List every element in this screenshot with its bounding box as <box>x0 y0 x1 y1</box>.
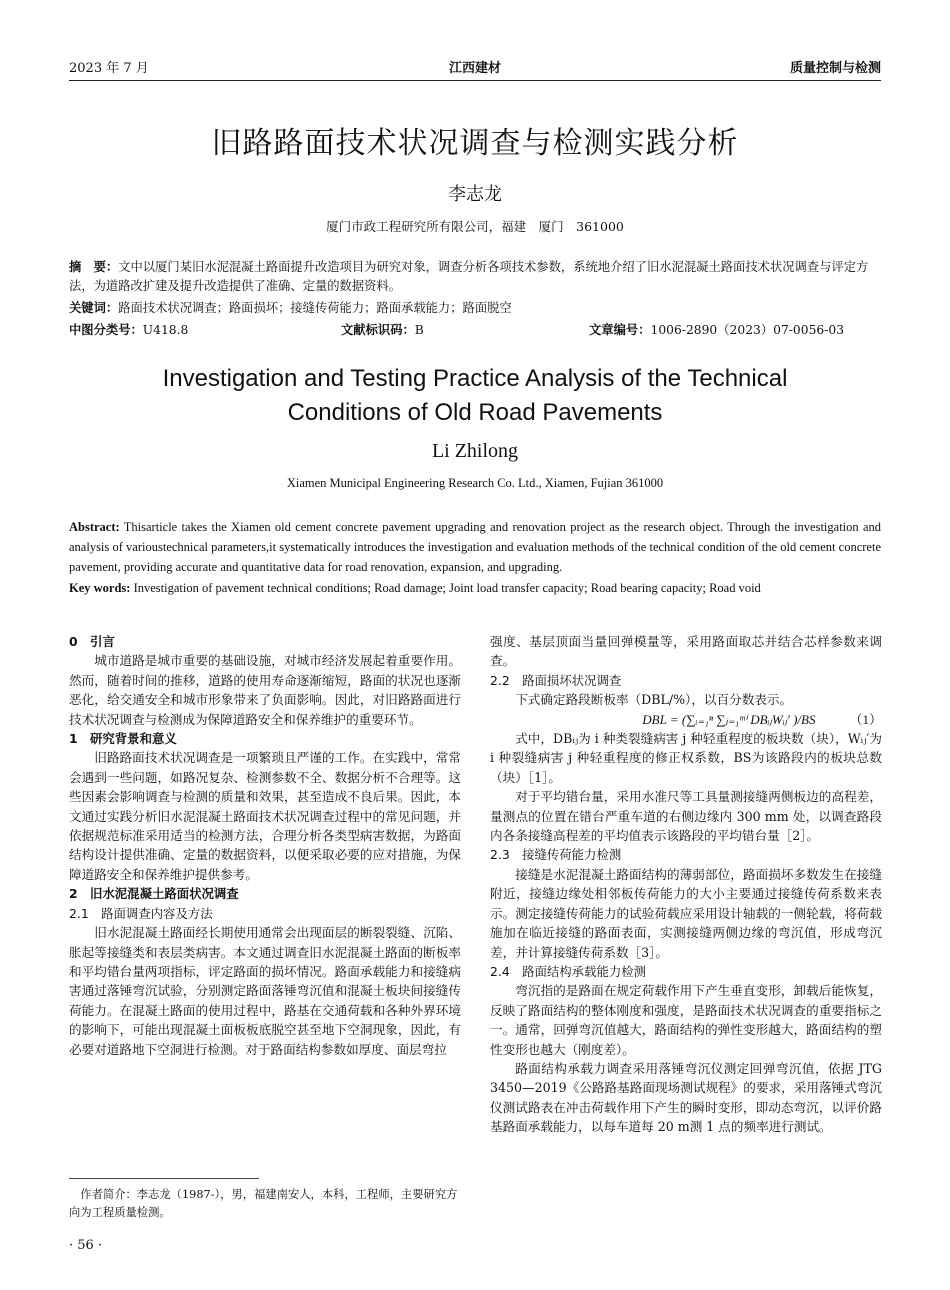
author-english: Li Zhilong <box>431 440 519 462</box>
title-chinese: 旧路路面技术状况调查与检测实践分析 <box>211 126 739 161</box>
paragraph: 旧路路面技术状况调查是一项繁琐且严谨的工作。在实践中，常常会遇到一些问题，如路况复杂、检测参数不全、数据分析不合理等。这些因素会影响调查与检测的质量和效果，甚至造成不良后果。因此，本文通过实践分析旧水泥混凝土路面技术状况调查过程中的常见问题，并依据规范标准采用适当的检测方法，合理分析各类型病害数据，为路面结构设计提供准确、定量的数据资料，以便采取必要的应对措施，为保障道路安全和保养维护提供参考。 <box>69 750 461 882</box>
body-column-left <box>69 632 461 1059</box>
subsection-heading: 2.2 路面损坏状况调查 <box>490 672 622 688</box>
article-number: 文章编号：1006-2890（2023）07-0056-03 <box>589 323 845 337</box>
section-name: 质量控制与检测 <box>789 61 881 76</box>
paragraph: 对于平均错台量，采用水准尺等工具量测接缝两侧板边的高程差，量测点的位置在错台严重车道的右侧边缘内 300 mm 处，以调查路段内各条接缝高程差的平均值表示该路段的平均错台量［2］。 <box>490 789 882 844</box>
affiliation-chinese: 厦门市政工程研究所有限公司，福建 厦门 361000 <box>326 219 624 234</box>
document-code: 文献标识码：B <box>341 323 424 337</box>
author-chinese: 李志龙 <box>448 184 502 205</box>
paragraph: 强度、基层顶面当量回弹模量等，采用路面取芯并结合芯样参数来调查。 <box>490 634 882 669</box>
section-heading: 2 旧水泥混凝土路面状况调查 <box>69 886 239 902</box>
affiliation-english: Xiamen Municipal Engineering Research Co. Ltd., Xiamen, Fujian 361000 <box>286 476 664 490</box>
keywords-english <box>69 578 881 598</box>
classification-row <box>69 320 881 340</box>
equation-1: DBL = (∑ᵢ₌₁ⁿ ∑ⱼ₌₁ᵐⁱ DBᵢⱼWᵢⱼ′ )/BS （1） <box>642 711 882 727</box>
author-footnote: 作者简介：李志龙（1987-），男，福建南安人，本科，工程师，主要研究方向为工程质量检测。 <box>69 1188 458 1219</box>
paragraph: 旧水泥混凝土路面经长期使用通常会出现面层的断裂裂缝、沉陷、胀起等接缝类和表层类病害。本文通过调查旧水泥混凝土路面的断板率和平均错台量两项指标，评定路面的损坏情况。路面承载能力和接缝病害通过落锤弯沉试验，分别测定路面落锤弯沉值和混凝土板块间接缝传荷能力。在混凝土路面的使用过程中，路基在交通荷载和各种外界环境的影响下，可能出现混凝土面板板底脱空甚至地下空洞现象，因此，有必要对道路地下空洞进行检测。对于路面结构参数如厚度、面层弯拉 <box>69 925 461 1057</box>
keywords-text: 路面技术状况调查；路面损坏；接缝传荷能力；路面承载能力；路面脱空 <box>118 301 512 315</box>
abstract-en-label: Abstract: <box>69 520 120 534</box>
journal-name: 江西建材 <box>448 61 501 76</box>
paragraph: 接缝是水泥混凝土路面结构的薄弱部位，路面损坏多数发生在接缝附近，接缝边缘处相邻板传荷能力的大小主要通过接缝传荷系数来表示。测定接缝传荷能力的试验荷载应采用设计轴载的一侧轮载，将荷载施加在临近接缝的路面表面，实测接缝两侧边缘的弯沉值，形成弯沉差，并计算接缝传荷系数［3］。 <box>490 866 882 960</box>
paragraph: 城市道路是城市重要的基础设施，对城市经济发展起着重要作用。然而，随着时间的推移，道路的使用寿命逐渐缩短，路面的状况也逐渐恶化，给交通安全和城市形象带来了负面影响。因此，对旧路路面进行技术状况调查与检测成为保障道路安全和保养维护的重要环节。 <box>69 653 461 727</box>
keywords-label: 关键词： <box>69 301 119 315</box>
paragraph: 下式确定路段断板率（DBL/%），以百分数表示。 <box>515 692 793 708</box>
section-heading: 0 引言 <box>69 634 115 649</box>
abstract-english <box>69 517 881 577</box>
keywords-en-label: Key words: <box>69 581 131 595</box>
keywords-en-text: Investigation of pavement technical conditions; Road damage; Joint load transfer capacity; Road bearing capacity; Road void <box>130 581 761 595</box>
subsection-heading: 2.1 路面调查内容及方法 <box>69 905 213 921</box>
abstract-label: 摘 要： <box>69 260 119 274</box>
clc-number: 中图分类号：U418.8 <box>69 323 189 337</box>
footnote-rule <box>69 1178 259 1179</box>
abstract-en-text: Thisarticle takes the Xiamen old cement concrete pavement upgrading and renovation project as the research object. Through the investigation and analysis of varioustechnical parameters,it systematically introduces the investigation and evaluation methods of the technical condition of the old cement concrete pavement, providing accurate and quantitative data for road renovation, expansion, and upgrading. <box>69 520 881 574</box>
paragraph: 式中，DBᵢⱼ为 i 种类裂缝病害 j 种轻重程度的板块数（块），Wᵢⱼ′为 i 种裂缝病害 j 种轻重程度的修正权系数，BS为该路段内的板块总数（块）［1］。 <box>490 731 882 785</box>
title-english: Investigation and Testing Practice Analysis of the Technical Conditions of Old Road Pavements <box>162 365 788 426</box>
section-heading: 1 研究背景和意义 <box>69 731 177 747</box>
paragraph: 弯沉指的是路面在规定荷载作用下产生垂直变形，卸载后能恢复，反映了路面结构的整体刚度和强度，是路面技术状况调查的重要指标之一。通常，回弹弯沉值越大，路面结构的弹性变形越大，路面结构的塑性变形也越大（刚度差）。 <box>490 983 882 1057</box>
issue-date: 2023 年 7 月 <box>69 61 149 76</box>
subsection-heading: 2.4 路面结构承载能力检测 <box>490 963 647 979</box>
body-column-right <box>490 632 882 1137</box>
page-number: · 56 · <box>69 1238 103 1253</box>
running-header <box>69 57 881 79</box>
header-rule <box>69 80 881 81</box>
subsection-heading: 2.3 接缝传荷能力检测 <box>490 847 622 863</box>
abstract-text: 文中以厦门某旧水泥混凝土路面提升改造项目为研究对象，调查分析各项技术参数，系统地介绍了旧水泥混凝土路面技术状况调查与评定方法，为道路改扩建及提升改造提供了准确、定量的数据资料。 <box>69 260 869 293</box>
paragraph: 路面结构承载力调查采用落锤弯沉仪测定回弹弯沉值，依据 JTG 3450—2019《公路路基路面现场测试规程》的要求，采用落锤式弯沉仪测试路表在冲击荷载作用下产生的瞬时变形，即动态弯沉，以评价路基路面承载能力，以每车道每 20 m测 1 点的频率进行测试。 <box>490 1060 882 1135</box>
abstract-chinese <box>69 258 881 296</box>
keywords-chinese <box>69 299 881 318</box>
